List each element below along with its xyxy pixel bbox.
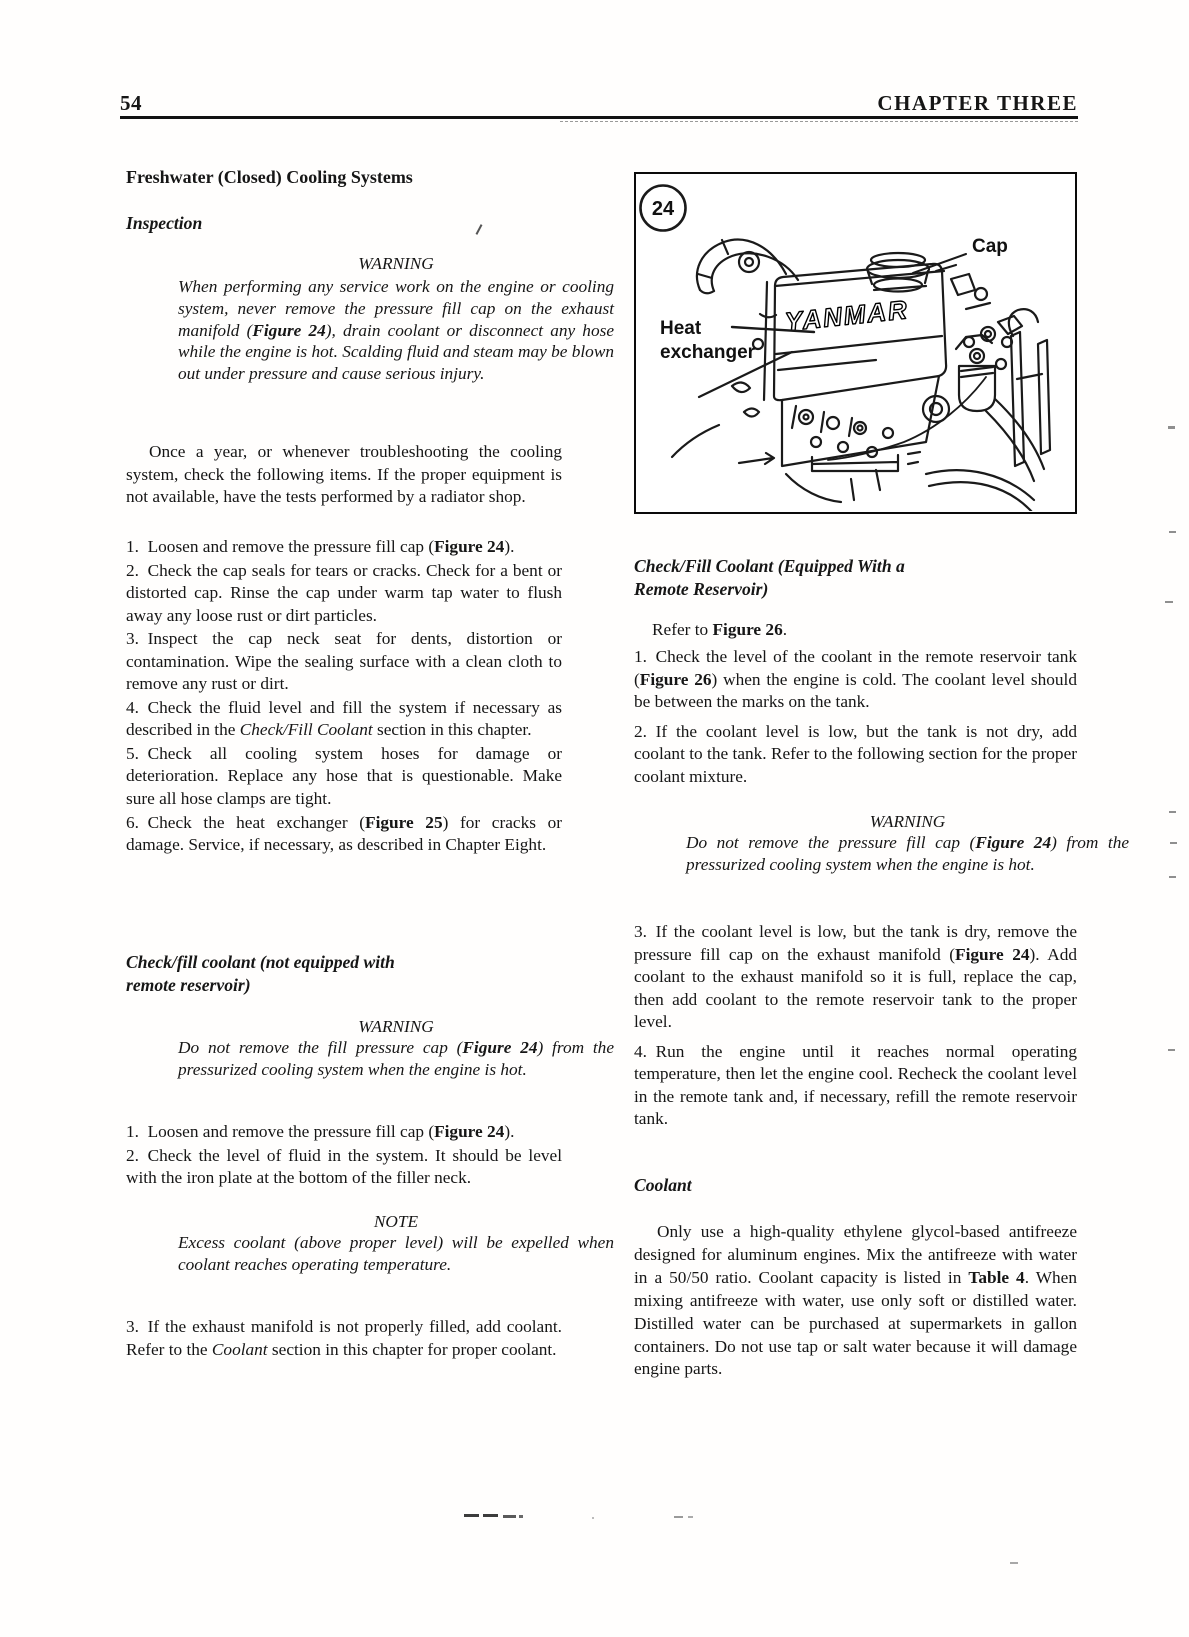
engine-line-drawing [636, 174, 1074, 511]
warning-title: WARNING [869, 812, 946, 831]
paragraph-intro: Once a year, or whenever troubleshooting the cooling system, check the following items. If the proper equipment is not available, have the tests performed by a radiator shop. [126, 442, 562, 507]
scan-artifact [519, 1515, 523, 1518]
warning-title: WARNING [358, 254, 434, 273]
step-item: 3. Inspect the cap neck seat for dents, distortion or contamination. Wipe the sealing surface with a clean cloth to remove any rust or dirt. [126, 629, 562, 694]
warning-text: When performing any service work on the engine or cooling system, never remove the pressure fill cap on the exhaust manifold (Figure 24), drain coolant or disconnect any hose while the engine is hot. Scalding fluid and steam may be blown out under pressure and cause serious injury. [178, 277, 614, 384]
step-item: 4. Run the engine until it reaches normal operating temperature, then let the engine cool. Recheck the coolant level in the remote tank and, if necessary, refill the remote reservoir tank. [634, 1041, 1077, 1129]
figure-number: 24 [651, 198, 675, 220]
scan-artifact [1165, 601, 1173, 603]
reservoir-steps [634, 646, 1077, 795]
note-title: NOTE [373, 1212, 419, 1231]
scan-artifact [674, 1516, 683, 1518]
scan-artifact [503, 1515, 516, 1518]
header-rule-artifact [560, 121, 1078, 122]
scan-artifact [1170, 842, 1177, 844]
engine-brand-logo: YANMAR [783, 294, 911, 337]
inspection-steps [126, 536, 562, 858]
figure-heat-exchanger-label-line1: Heat [660, 318, 702, 339]
subsection-title-coolant: Coolant [634, 1175, 692, 1195]
scan-artifact [1169, 531, 1176, 533]
scan-artifact [1168, 426, 1175, 429]
scan-artifact [1169, 876, 1176, 878]
subsection-title-checkfill-reservoir: Check/Fill Coolant (Equipped With a Remote Reservoir) [634, 556, 905, 599]
step-item: 4. Check the fluid level and fill the system if necessary as described in the Check/Fill Coolant section in this chapter. [126, 697, 562, 740]
step-item: 1. Loosen and remove the pressure fill cap (Figure 24). [126, 1122, 515, 1141]
step-item: 1. Loosen and remove the pressure fill cap (Figure 24). [126, 537, 515, 556]
scan-artifact [592, 1517, 594, 1519]
step-item: 6. Check the heat exchanger (Figure 25) for cracks or damage. Service, if necessary, as described in Chapter Eight. [126, 812, 562, 855]
scan-artifact [1010, 1562, 1018, 1564]
reservoir-steps-continued [634, 921, 1077, 1138]
figure-heat-exchanger-label-line2: exchanger [660, 342, 756, 363]
paragraph-coolant: Only use a high-quality ethylene glycol-based antifreeze designed for aluminum engines. Mix the antifreeze with water in a 50/50 ratio. Coolant capacity is listed in Table 4. When mixing antifreeze with water, use only soft or distilled water. Distilled water can be purchased at supermarkets in gallon containers. Do not use tap or salt water because it will damage engine parts. [634, 1222, 1077, 1379]
note-text: Excess coolant (above proper level) will be expelled when coolant reaches operating temperature. [178, 1233, 614, 1274]
scan-artifact [688, 1516, 693, 1518]
paragraph-refer: Refer to Figure 26. [652, 620, 788, 639]
step-item: 2. Check the level of fluid in the system. It should be level with the iron plate at the bottom of the filler neck. [126, 1145, 562, 1188]
step-item: 3. If the exhaust manifold is not properly filled, add coolant. Refer to the Coolant section in this chapter for proper coolant. [126, 1317, 562, 1359]
warning-text: Do not remove the pressure fill cap (Figure 24) from the pressurized cooling system when the engine is hot. [686, 833, 1130, 874]
figure-cap-label: Cap [972, 236, 1008, 257]
header-rule [120, 116, 1078, 119]
checkfill-steps [126, 1121, 562, 1191]
scan-artifact [1168, 1049, 1175, 1051]
step-item: 2. Check the cap seals for tears or cracks. Check for a bent or distorted cap. Rinse the cap under warm tap water to flush away any loose rust or dirt particles. [126, 560, 562, 625]
warning-text: Do not remove the fill pressure cap (Figure 24) from the pressurized cooling system when the engine is hot. [178, 1038, 614, 1079]
chapter-title: CHAPTER THREE [877, 91, 1078, 115]
step-item: 3. If the coolant level is low, but the tank is dry, remove the pressure fill cap on the exhaust manifold (Figure 24). Add coolant to the exhaust manifold so it is full, replace the cap, then add coolant to the remote reservoir tank to the proper level. [634, 922, 1077, 1032]
figure-24-box [634, 172, 1077, 514]
subsection-title-checkfill-no-reservoir: Check/fill coolant (not equipped with remote reservoir) [126, 952, 395, 995]
section-title: Freshwater (Closed) Cooling Systems [126, 167, 413, 187]
scan-artifact [483, 1514, 498, 1517]
scan-artifact [1169, 811, 1176, 813]
step-item: 1. Check the level of the coolant in the remote reservoir tank (Figure 26) when the engine is cold. The coolant level should be between the marks on the tank. [634, 647, 1077, 712]
subsection-title-inspection: Inspection [126, 213, 203, 233]
scan-artifact [464, 1514, 479, 1517]
step-item: 5. Check all cooling system hoses for damage or deterioration. Replace any hose that is questionable. Make sure all hose clamps are tight. [126, 743, 562, 809]
warning-title: WARNING [358, 1017, 434, 1036]
page-number: 54 [120, 91, 142, 115]
step-item: 2. If the coolant level is low, but the tank is not dry, add coolant to the tank. Refer to the following section for the proper coolant mixture. [634, 721, 1077, 786]
